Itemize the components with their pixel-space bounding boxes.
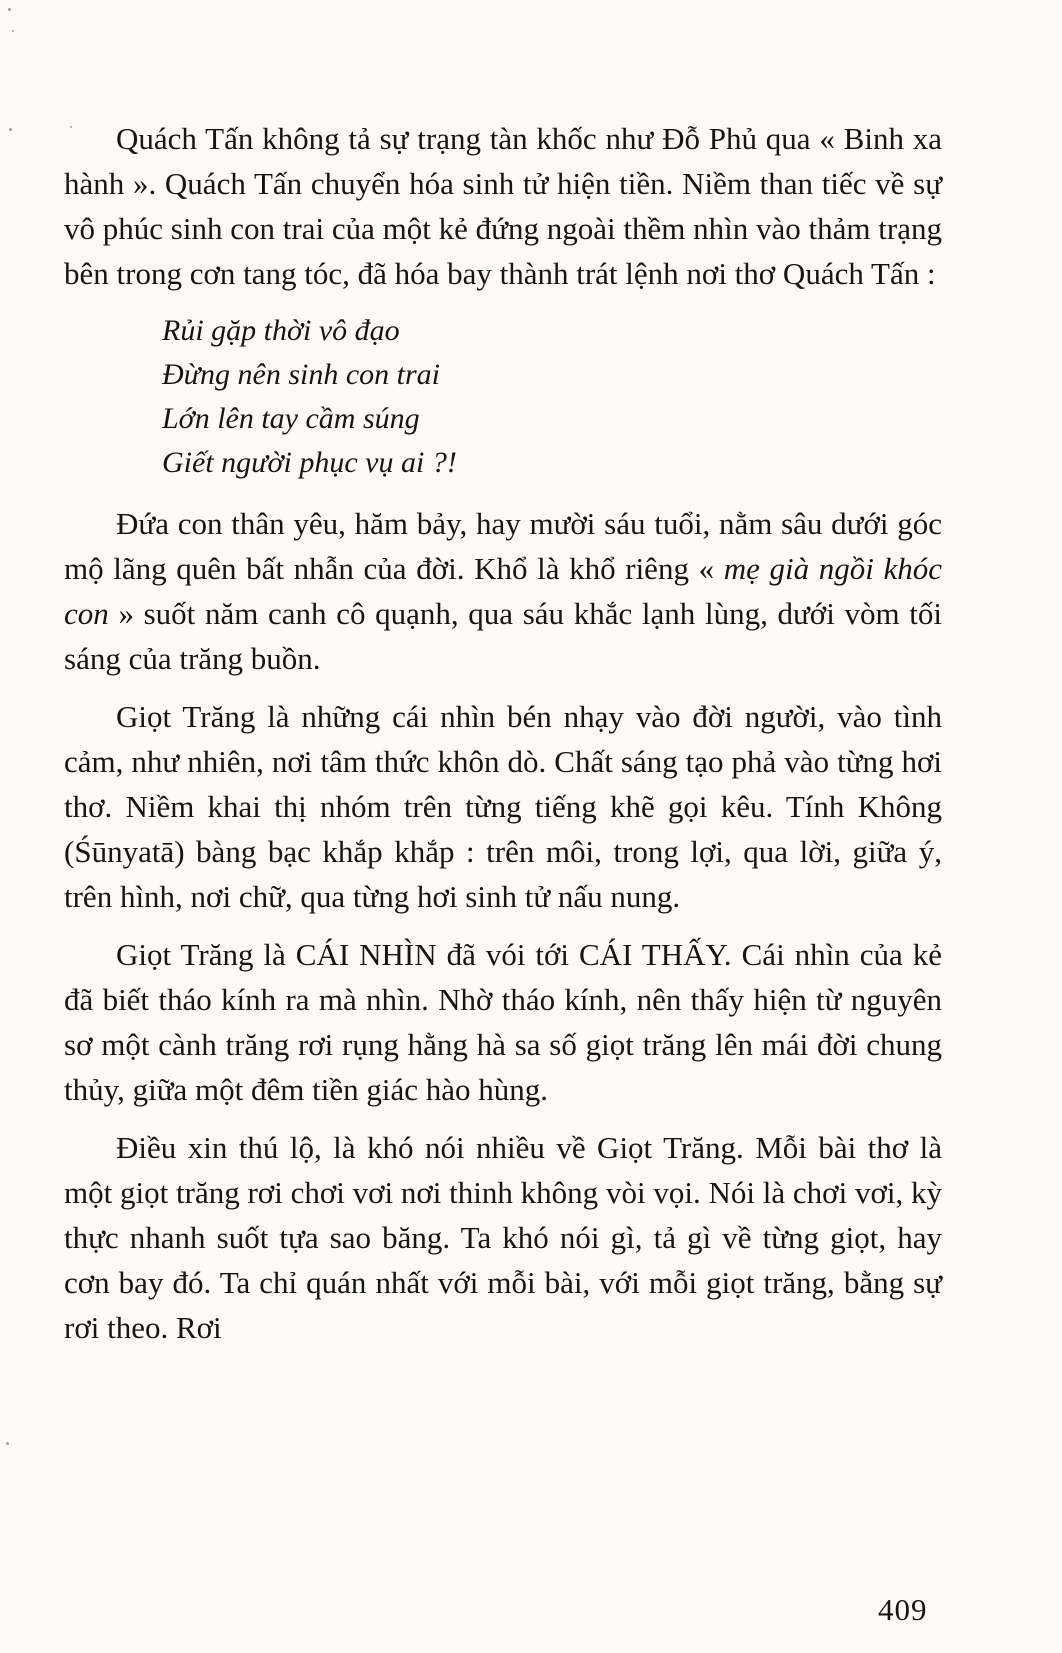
page-body bbox=[64, 116, 942, 1363]
poem-block bbox=[162, 309, 942, 485]
poem-line-1: Rủi gặp thời vô đạo bbox=[162, 314, 400, 347]
poem-line-2: Đừng nên sinh con trai bbox=[162, 358, 441, 391]
paragraph-2-quote: mẹ già ngồi khóc con bbox=[64, 551, 943, 631]
poem-line-3: Lớn lên tay cầm súng bbox=[162, 402, 420, 435]
scan-speck bbox=[9, 128, 12, 131]
paragraph-2-text: Đứa con thân yêu, hăm bảy, hay mười sáu tuổi, nằm sâu dưới góc mộ lãng quên bất nhẫn của đời. Khổ là khổ riêng « bbox=[64, 506, 942, 586]
scan-speck bbox=[12, 30, 14, 32]
paragraph-2 bbox=[64, 501, 942, 681]
paragraph-4: Giọt Trăng là CÁI NHÌN đã vói tới CÁI THẤY. Cái nhìn của kẻ đã biết tháo kính ra mà nhìn. Nhờ tháo kính, nên thấy hiện từ nguyên sơ một cành trăng rơi rụng hằng hà sa số giọt trăng lên mái đời chung thủy, giữa một đêm tiền giác hào hùng. bbox=[64, 937, 942, 1107]
paragraph-1: Quách Tấn không tả sự trạng tàn khốc như Đỗ Phủ qua « Binh xa hành ». Quách Tấn chuyển hóa sinh tử hiện tiền. Niềm than tiếc về sự vô phúc sinh con trai của một kẻ đứng ngoài thềm nhìn vào thảm trạng bên trong cơn tang tóc, đã hóa bay thành trát lệnh nơi thơ Quách Tấn : bbox=[64, 121, 942, 291]
poem-line-4: Giết người phục vụ ai ?! bbox=[162, 446, 457, 479]
page-number: 409 bbox=[878, 1592, 928, 1627]
paragraph-3: Giọt Trăng là những cái nhìn bén nhạy vào đời người, vào tình cảm, như nhiên, nơi tâm thức khôn dò. Chất sáng tạo phả vào từng hơi thơ. Niềm khai thị nhóm trên từng tiếng khẽ gọi kêu. Tính Không (Śūnyatā) bàng bạc khắp khắp : trên môi, trong lợi, qua lời, giữa ý, trên hình, nơi chữ, qua từng hơi sinh tử nấu nung. bbox=[64, 699, 942, 914]
paragraph-5: Điều xin thú lộ, là khó nói nhiều về Giọt Trăng. Mỗi bài thơ là một giọt trăng rơi chơi vơi nơi thinh không vòi vọi. Nói là chơi vơi, kỳ thực nhanh suốt tựa sao băng. Ta khó nói gì, tả gì về từng giọt, hay cơn bay đó. Ta chỉ quán nhất với mỗi bài, với mỗi giọt trăng, bằng sự rơi theo. Rơi bbox=[64, 1130, 942, 1345]
scan-speck bbox=[8, 8, 11, 11]
scan-speck bbox=[6, 1442, 9, 1445]
paragraph-2-text-end: » suốt năm canh cô quạnh, qua sáu khắc lạnh lùng, dưới vòm tối sáng của trăng buồn. bbox=[64, 596, 942, 676]
